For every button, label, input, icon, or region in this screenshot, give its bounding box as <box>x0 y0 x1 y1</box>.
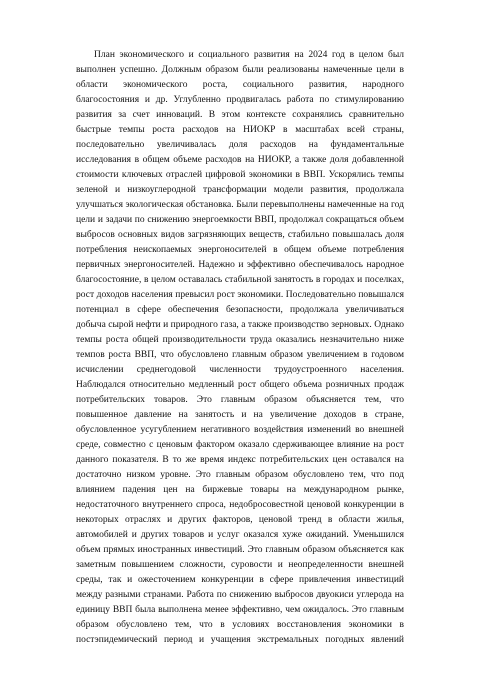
body-paragraph <box>76 48 404 648</box>
text-line: развития за счет инноваций. В этом контексте сохранялись сравнительно <box>76 110 404 120</box>
text-line: влиянием падения цен на биржевые товары на международном рынке, <box>76 485 404 495</box>
text-line: единицу ВВП была выполнена менее эффективно, чем ожидалось. Это главным <box>76 605 404 615</box>
text-line: данного показателя. В то же время индекс потребительских цен оставался на <box>76 455 404 465</box>
text-line: среды, так и ожесточением конкуренции в сфере привлечения инвестиций <box>76 575 404 585</box>
text-line: выбросов основных видов загрязняющих веществ, стабильно повышалась доля <box>76 230 404 240</box>
text-line: обусловленное усугублением негативного воздействия изменений во внешней <box>76 425 404 435</box>
text-line: исследования в общем объеме расходов на НИОКР, а также доля добавленной <box>76 155 404 165</box>
text-line: потребления неископаемых энергоносителей в общем объеме потребления <box>76 245 404 255</box>
text-line: области экономического роста, социального развития, народного <box>76 80 404 90</box>
text-line: благосостояния и др. Углубленно продвигалась работа по стимулированию <box>76 95 404 105</box>
text-line: улучшаться экологическая обстановка. Были перевыполнены намеченные на год <box>76 200 404 210</box>
text-line: рост доходов населения превысил рост экономики. Последовательно повышался <box>76 290 404 300</box>
text-line: недостаточного внутреннего спроса, недобросовестной ценовой конкуренции в <box>76 500 404 510</box>
text-line: темпы роста общей производительности труда оказались незначительно ниже <box>76 335 404 345</box>
text-line: некоторых отраслях и других факторов, ценовой тренд в области жилья, <box>76 515 404 525</box>
text-line: автомобилей и других товаров и услуг оказался хуже ожиданий. Уменьшился <box>76 530 404 540</box>
text-line: повышенное давление на занятость и на увеличение доходов в стране, <box>76 410 404 420</box>
text-line: заметным повышением сложности, суровости и неопределенности внешней <box>76 560 404 570</box>
text-line: добыча сырой нефти и природного газа, а также производство зерновых. Однако <box>76 320 404 330</box>
text-line: постэпидемический период и учащения экстремальных погодных явлений <box>76 635 404 645</box>
text-line: достаточно низком уровне. Это главным образом обусловлено тем, что под <box>76 470 404 480</box>
text-line: потенциал в сфере обеспечения безопасности, продолжала увеличиваться <box>76 305 404 315</box>
text-line: благосостояние, в целом оставалась стабильной занятость в городах и поселках, <box>76 275 404 285</box>
text-line: стоимости ключевых отраслей цифровой экономики в ВВП. Ускорялись темпы <box>76 170 404 180</box>
text-line: объем прямых иностранных инвестиций. Это главным образом объясняется как <box>76 545 404 555</box>
text-line: образом обусловлено тем, что в условиях восстановления экономики в <box>76 620 404 630</box>
text-line: выполнен успешно. Должным образом были реализованы намеченные цели в <box>76 65 404 75</box>
text-line: последовательно увеличивалась доля расходов на фундаментальные <box>76 140 404 150</box>
text-line: Наблюдался относительно медленный рост общего объема розничных продаж <box>76 380 404 390</box>
text-line: среде, совместно с ценовым фактором оказало сдерживающее влияние на рост <box>76 440 404 450</box>
text-line: цели и задачи по снижению энергоемкости ВВП, продолжал сокращаться объем <box>76 215 404 225</box>
text-line: зеленой и низкоуглеродной трансформации модели развития, продолжала <box>76 185 404 195</box>
text-line: потребительских товаров. Это главным образом объясняется тем, что <box>76 395 404 405</box>
text-line: первичных энергоносителей. Надежно и эффективно обеспечивалось народное <box>76 260 404 270</box>
text-line: быстрые темпы роста расходов на НИОКР в масштабах всей страны, <box>76 125 404 135</box>
text-line: исчислении среднегодовой численности трудоустроенного населения. <box>76 365 404 375</box>
text-line: План экономического и социального развития на 2024 год в целом был <box>94 50 404 60</box>
text-line: между разными странами. Работа по снижению выбросов двуокиси углерода на <box>76 590 404 600</box>
text-line: темпов роста ВВП, что обусловлено главным образом увеличением в годовом <box>76 350 404 360</box>
